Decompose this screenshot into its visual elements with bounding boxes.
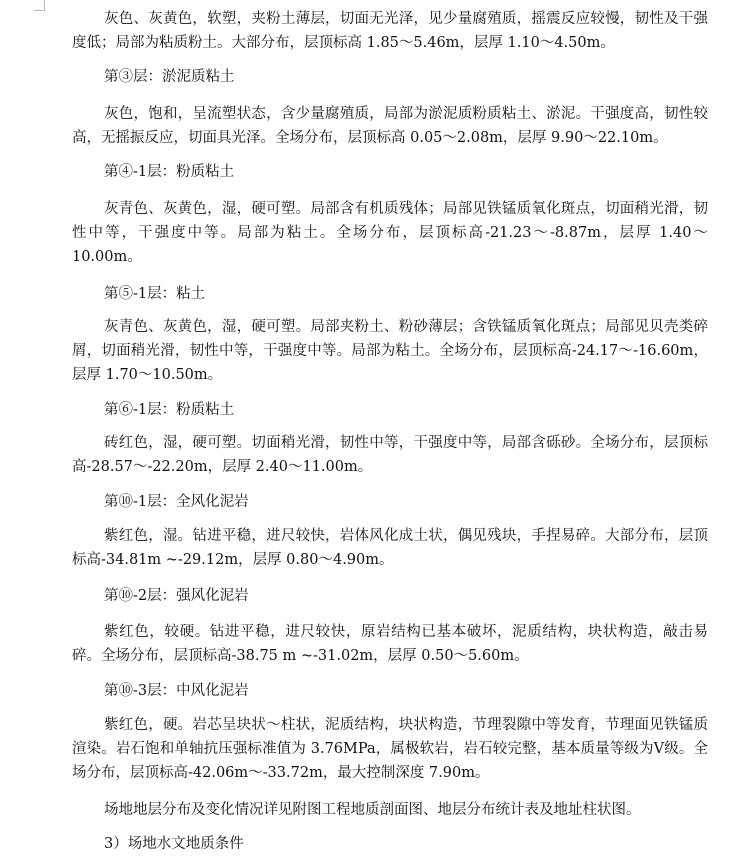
paragraph-layer-2-description: 灰色、灰黄色，软塑，夹粉土薄层，切面无光泽，见少量腐殖质，摇震反应较慢，韧性及干强度低；局部为粘质粉土。大部分布，层顶标高 1.85～5.46m，层厚 1.10～4.50m。 [72,11,708,51]
heading-layer-3: 第③层：淤泥质粘土 [104,69,235,85]
paragraph-layer-5-1-description: 灰青色、灰黄色，湿，硬可塑。局部夹粉土、粉砂薄层；含铁锰质氧化斑点；局部见贝壳类碎屑，切面稍光滑，韧性中等，干强度中等。局部为粘土。全场分布，层顶标高-24.17～-16.60m，层厚 1.70～10.50m。 [72,319,708,383]
paragraph-layer-3-description: 灰色，饱和，呈流塑状态，含少量腐殖质，局部为淤泥质粉质粘土、淤泥。干强度高，韧性较高，无摇振反应，切面具光泽。全场分布，层顶标高 0.05～2.08m，层厚 9.90～22.10m。 [72,106,708,146]
paragraph-layer-4-1-description: 灰青色、灰黄色，湿，硬可塑。局部含有机质残体；局部见铁锰质氧化斑点，切面稍光滑，韧性中等，干强度中等。局部为粘土。全场分布，层顶标高-21.23～-8.87m，层厚 1.40～10.00m。 [72,201,708,265]
heading-layer-5-1: 第⑤-1层：粘土 [104,286,206,302]
heading-layer-4-1: 第④-1层：粉质粘土 [104,164,235,180]
heading-layer-10-2: 第⑩-2层：强风化泥岩 [104,588,249,604]
heading-layer-10-1: 第⑩-1层：全风化泥岩 [104,494,249,510]
paragraph-layer-6-1-description: 砖红色，湿，硬可塑。切面稍光滑，韧性中等，干强度中等，局部含砾砂。全场分布，层顶标高-28.57～-22.20m，层厚 2.40～11.00m。 [72,435,708,475]
heading-layer-10-3: 第⑩-3层：中风化泥岩 [104,683,249,699]
paragraph-layer-10-1-description: 紫红色，湿。钻进平稳，进尺较快，岩体风化成土状，偶见残块，手捏易碎。大部分布，层顶标高-34.81m ~-29.12m，层厚 0.80～4.90m。 [72,528,708,568]
paragraph-layer-10-3-description: 紫红色，硬。岩芯呈块状～柱状，泥质结构，块状构造，节理裂隙中等发育，节理面见铁锰质渲染。岩石饱和单轴抗压强标准值为 3.76MPa，属极软岩，岩石较完整，基本质量等级为Ⅴ级。全场分布，层顶标高-42.06m～-33.72m，最大控制深度 7.90m。 [72,717,708,781]
heading-hydrogeology: 3）场地水文地质条件 [104,836,244,852]
heading-layer-6-1: 第⑥-1层：粉质粘土 [104,402,235,418]
page-corner-mark [34,0,45,11]
paragraph-layer-10-2-description: 紫红色，较硬。钻进平稳，进尺较快，原岩结构已基本破坏，泥质结构，块状构造，敲击易碎。全场分布，层顶标高-38.75 m ~-31.02m，层厚 0.50～5.60m。 [72,624,708,664]
paragraph-site-summary: 场地地层分布及变化情况详见附图工程地质剖面图、地层分布统计表及地址柱状图。 [104,802,641,818]
